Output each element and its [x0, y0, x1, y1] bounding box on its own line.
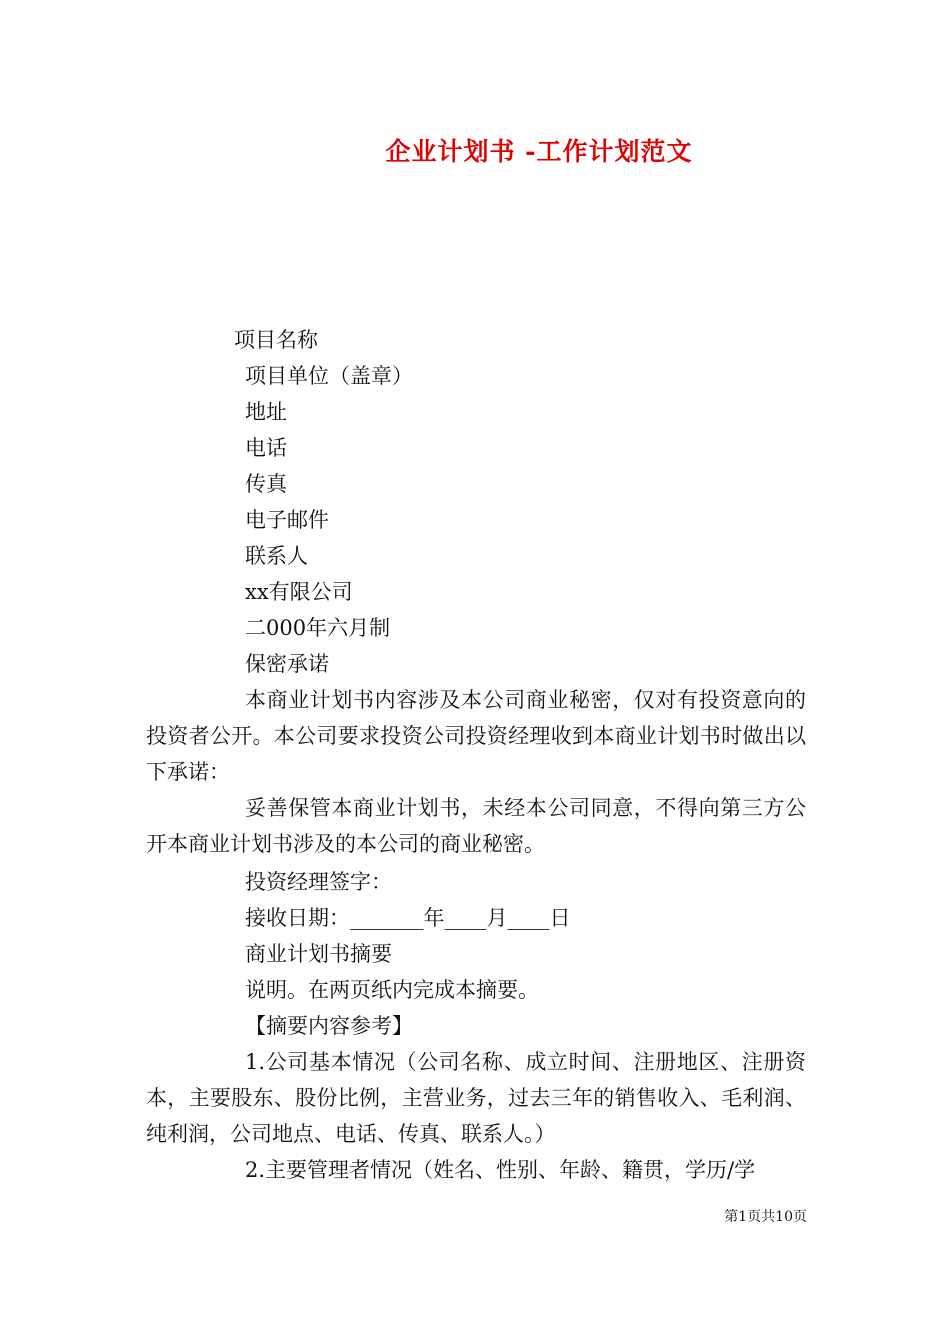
- summary-heading: 商业计划书摘要: [245, 942, 392, 966]
- cover-project-unit: 项目单位（盖章）: [245, 364, 413, 388]
- summary-item-1: 1.公司基本情况（公司名称、成立时间、注册地区、注册资本，主要股东、股份比例，主营业务，过去三年的销售收入、毛利润、纯利润，公司地点、电话、传真、联系人。）: [146, 1050, 806, 1146]
- confidentiality-paragraph-1: 本商业计划书内容涉及本公司商业秘密，仅对有投资意向的投资者公开。本公司要求投资公司投资经理收到本商业计划书时做出以下承诺：: [146, 688, 806, 784]
- cover-email: 电子邮件: [245, 508, 329, 532]
- confidentiality-paragraph-2: 妥善保管本商业计划书，未经本公司同意，不得向第三方公开本商业计划书涉及的本公司的商业秘密。: [146, 796, 806, 856]
- cover-contact: 联系人: [245, 544, 308, 568]
- document-title: 企业计划书 -工作计划范文: [385, 137, 693, 166]
- confidentiality-heading: 保密承诺: [245, 652, 329, 676]
- summary-item-2: 2.主要管理者情况（姓名、性别、年龄、籍贯，学历/学: [245, 1158, 756, 1182]
- cover-date: 二000年六月制: [245, 616, 391, 640]
- summary-note: 说明。在两页纸内完成本摘要。: [245, 978, 539, 1002]
- cover-phone: 电话: [245, 436, 287, 460]
- cover-project-name: 项目名称: [234, 328, 318, 352]
- summary-reference: 【摘要内容参考】: [245, 1014, 413, 1038]
- receive-date-line: 接收日期：_______年____月____日: [245, 906, 571, 930]
- cover-company: xx有限公司: [245, 580, 353, 604]
- cover-fax: 传真: [245, 472, 287, 496]
- signature-line: 投资经理签字：: [245, 870, 392, 894]
- page-footer: 第1页共10页: [724, 1209, 807, 1225]
- cover-address: 地址: [245, 400, 287, 424]
